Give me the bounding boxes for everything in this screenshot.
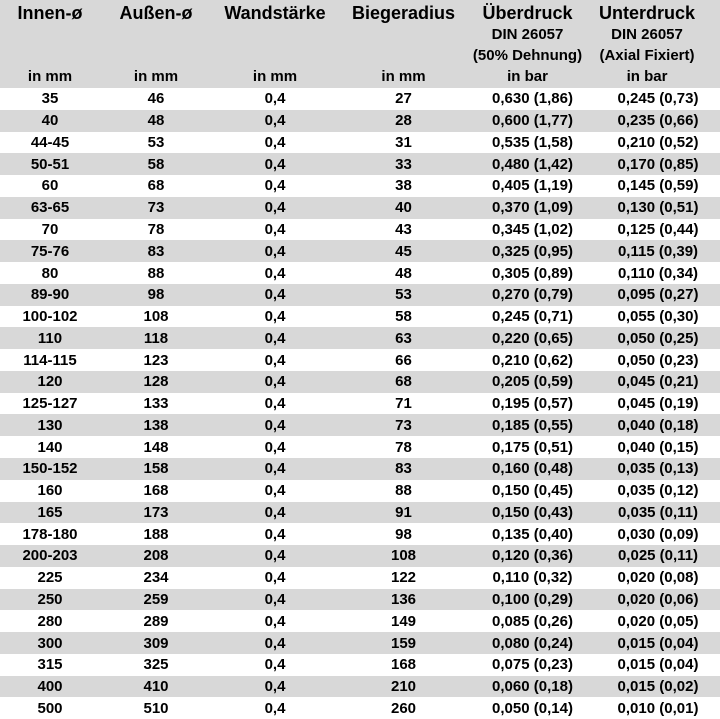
cell: 60: [41, 177, 59, 195]
column-subline: [212, 24, 338, 45]
cell: 66: [395, 351, 412, 369]
cell: 45: [395, 242, 412, 260]
table-row: [0, 240, 720, 262]
table-row: [0, 589, 720, 611]
cell: 0,035 (0,12): [617, 482, 699, 500]
cell: 35: [41, 90, 59, 108]
column-unit: in mm: [27, 68, 73, 85]
cell: 100-102: [22, 308, 78, 326]
cell: 289: [143, 612, 169, 630]
cell: 0,030 (0,09): [617, 525, 699, 543]
cell: 168: [143, 482, 169, 500]
cell: 83: [395, 460, 412, 478]
cell: 75-76: [30, 242, 70, 260]
cell: 150-152: [22, 460, 78, 478]
table-row: [0, 153, 720, 175]
table-row: [0, 458, 720, 480]
cell: 0,175 (0,51): [492, 438, 573, 456]
cell: 89-90: [30, 286, 70, 304]
cell: 0,4: [264, 264, 286, 282]
header-col-ueberdruck: [464, 3, 591, 88]
column-unit: in mm: [381, 68, 426, 85]
cell: 0,4: [264, 395, 286, 413]
cell: 0,185 (0,55): [492, 416, 573, 434]
table-row: [0, 219, 720, 241]
column-title: Überdruck: [482, 3, 573, 23]
cell: 0,115 (0,39): [617, 242, 699, 260]
column-subline: (50% Dehnung): [472, 47, 583, 64]
column-title: Außen-ø: [119, 3, 193, 23]
cell: 400: [37, 678, 63, 696]
cell: 68: [147, 177, 165, 195]
cell: 0,4: [264, 286, 286, 304]
table-row: [0, 502, 720, 524]
cell: 0,210 (0,62): [492, 351, 573, 369]
cell: 43: [395, 220, 412, 238]
cell: 110: [37, 329, 63, 347]
table-row: [0, 88, 720, 110]
cell: 0,195 (0,57): [492, 395, 573, 413]
cell: 140: [37, 438, 63, 456]
cell: 160: [37, 482, 63, 500]
cell: 0,4: [264, 220, 286, 238]
table-row: [0, 284, 720, 306]
cell: 149: [390, 612, 417, 630]
cell: 44-45: [30, 133, 70, 151]
cell: 0,205 (0,59): [492, 373, 573, 391]
cell: 0,4: [264, 699, 286, 717]
cell: 178-180: [22, 525, 78, 543]
cell: 0,325 (0,95): [492, 242, 573, 260]
cell: 33: [395, 155, 412, 173]
cell: 410: [143, 678, 169, 696]
cell: 158: [143, 460, 169, 478]
cell: 50-51: [30, 155, 70, 173]
table-row: [0, 132, 720, 154]
table-row: [0, 262, 720, 284]
cell: 0,025 (0,11): [617, 547, 699, 565]
cell: 53: [147, 133, 165, 151]
cell: 0,4: [264, 155, 286, 173]
table-row: [0, 393, 720, 415]
cell: 136: [390, 590, 417, 608]
table-row: [0, 676, 720, 698]
cell: 0,4: [264, 590, 286, 608]
cell: 28: [395, 112, 412, 130]
table-row: [0, 197, 720, 219]
cell: 108: [390, 547, 417, 565]
cell: 0,095 (0,27): [617, 286, 699, 304]
column-title: Unterdruck: [598, 3, 696, 23]
cell: 168: [390, 656, 417, 674]
cell: 108: [143, 308, 169, 326]
cell: 0,020 (0,05): [617, 612, 699, 630]
cell: 40: [41, 112, 59, 130]
cell: 68: [395, 373, 412, 391]
table-row: [0, 697, 720, 719]
cell: 0,050 (0,25): [617, 329, 699, 347]
cell: 58: [147, 155, 165, 173]
cell: 0,160 (0,48): [492, 460, 573, 478]
table-row: [0, 175, 720, 197]
cell: 0,015 (0,04): [617, 656, 699, 674]
table-header: [0, 0, 720, 88]
cell: 0,110 (0,32): [492, 569, 573, 587]
column-title: Innen-ø: [17, 3, 83, 23]
cell: 0,480 (1,42): [492, 155, 573, 173]
cell: 188: [143, 525, 169, 543]
cell: 0,035 (0,11): [617, 503, 699, 521]
table-row: [0, 414, 720, 436]
cell: 114-115: [23, 351, 77, 369]
cell: 0,370 (1,09): [492, 199, 573, 217]
cell: 225: [37, 569, 63, 587]
cell: 0,4: [264, 242, 286, 260]
cell: 325: [143, 656, 169, 674]
cell: 0,015 (0,02): [617, 678, 699, 696]
table-row: [0, 610, 720, 632]
table-row: [0, 110, 720, 132]
table-row: [0, 567, 720, 589]
table-row: [0, 371, 720, 393]
cell: 0,4: [264, 329, 286, 347]
table-row: [0, 306, 720, 328]
cell: 0,4: [264, 656, 286, 674]
cell: 0,305 (0,89): [492, 264, 573, 282]
column-unit: in mm: [133, 68, 179, 85]
cell: 0,050 (0,14): [492, 699, 573, 717]
cell: 0,4: [264, 482, 286, 500]
cell: 0,125 (0,44): [617, 220, 699, 238]
cell: 63-65: [30, 199, 70, 217]
cell: 173: [143, 503, 169, 521]
cell: 63: [395, 329, 412, 347]
cell: 48: [147, 112, 165, 130]
cell: 0,535 (1,58): [492, 133, 573, 151]
cell: 80: [41, 264, 59, 282]
cell: 280: [37, 612, 63, 630]
cell: 0,4: [264, 308, 286, 326]
cell: 0,4: [264, 612, 286, 630]
cell: 0,050 (0,23): [617, 351, 699, 369]
cell: 88: [147, 264, 165, 282]
cell: 0,045 (0,21): [617, 373, 699, 391]
cell: 0,4: [264, 199, 286, 217]
column-subline: [100, 45, 212, 66]
cell: 130: [37, 416, 63, 434]
cell: 300: [37, 634, 63, 652]
cell: 0,055 (0,30): [617, 308, 699, 326]
cell: 0,4: [264, 133, 286, 151]
column-subline: [0, 24, 100, 45]
cell: 0,4: [264, 678, 286, 696]
cell: 123: [143, 351, 169, 369]
table-row: [0, 523, 720, 545]
cell: 0,100 (0,29): [492, 590, 573, 608]
cell: 0,270 (0,79): [492, 286, 573, 304]
cell: 0,150 (0,45): [492, 482, 573, 500]
cell: 46: [147, 90, 165, 108]
cell: 0,080 (0,24): [492, 634, 573, 652]
column-subline: DIN 26057: [611, 26, 683, 43]
cell: 0,120 (0,36): [492, 547, 573, 565]
cell: 0,4: [264, 177, 286, 195]
cell: 78: [395, 438, 412, 456]
cell: 148: [143, 438, 169, 456]
cell: 118: [143, 329, 169, 347]
cell: 27: [395, 90, 412, 108]
cell: 309: [143, 634, 169, 652]
cell: 98: [395, 525, 412, 543]
table-row: [0, 327, 720, 349]
cell: 0,150 (0,43): [492, 503, 573, 521]
cell: 128: [143, 373, 169, 391]
cell: 0,040 (0,15): [617, 438, 699, 456]
cell: 510: [143, 699, 169, 717]
cell: 159: [390, 634, 417, 652]
cell: 315: [37, 656, 63, 674]
cell: 0,210 (0,52): [617, 133, 699, 151]
cell: 234: [143, 569, 169, 587]
cell: 40: [395, 199, 412, 217]
cell: 0,4: [264, 634, 286, 652]
header-col-aussen-diameter: [100, 3, 212, 88]
header-col-innen-diameter: [0, 3, 100, 88]
cell: 0,060 (0,18): [492, 678, 573, 696]
cell: 0,085 (0,26): [492, 612, 573, 630]
cell: 0,4: [264, 569, 286, 587]
cell: 98: [147, 286, 165, 304]
cell: 200-203: [22, 547, 78, 565]
cell: 0,235 (0,66): [617, 112, 699, 130]
cell: 0,4: [264, 351, 286, 369]
cell: 0,220 (0,65): [492, 329, 573, 347]
cell: 250: [37, 590, 63, 608]
cell: 0,600 (1,77): [492, 112, 573, 130]
cell: 0,145 (0,59): [617, 177, 699, 195]
header-col-wandstaerke: [212, 3, 338, 88]
table-row: [0, 632, 720, 654]
column-subline: [338, 24, 469, 45]
cell: 38: [395, 177, 412, 195]
cell: 58: [395, 308, 412, 326]
column-title: Biegeradius: [351, 3, 456, 23]
column-subline: (Axial Fixiert): [599, 47, 695, 64]
column-subline: [338, 45, 469, 66]
cell: 122: [390, 569, 417, 587]
cell: 120: [37, 373, 63, 391]
cell: 0,040 (0,18): [617, 416, 699, 434]
cell: 165: [37, 503, 63, 521]
cell: 73: [395, 416, 412, 434]
cell: 0,4: [264, 373, 286, 391]
cell: 0,245 (0,73): [617, 90, 699, 108]
column-unit: in mm: [252, 68, 298, 85]
cell: 0,015 (0,04): [617, 634, 699, 652]
cell: 0,110 (0,34): [617, 264, 699, 282]
cell: 71: [395, 395, 412, 413]
cell: 0,020 (0,06): [617, 590, 699, 608]
cell: 83: [147, 242, 165, 260]
cell: 91: [395, 503, 412, 521]
cell: 259: [143, 590, 169, 608]
cell: 0,035 (0,13): [617, 460, 699, 478]
cell: 125-127: [22, 395, 78, 413]
cell: 70: [41, 220, 59, 238]
cell: 0,4: [264, 90, 286, 108]
column-title: Wandstärke: [224, 3, 326, 23]
cell: 0,4: [264, 503, 286, 521]
column-subline: [100, 24, 212, 45]
column-subline: DIN 26057: [491, 26, 564, 43]
cell: 260: [390, 699, 417, 717]
cell: 0,010 (0,01): [617, 699, 699, 717]
table-row: [0, 545, 720, 567]
header-col-unterdruck: [585, 3, 709, 88]
cell: 0,245 (0,71): [492, 308, 573, 326]
table-row: [0, 436, 720, 458]
cell: 0,4: [264, 416, 286, 434]
cell: 138: [143, 416, 169, 434]
cell: 208: [143, 547, 169, 565]
cell: 0,4: [264, 438, 286, 456]
cell: 0,4: [264, 112, 286, 130]
cell: 88: [395, 482, 412, 500]
cell: 0,405 (1,19): [492, 177, 573, 195]
cell: 0,075 (0,23): [492, 656, 573, 674]
table-row: [0, 654, 720, 676]
cell: 0,345 (1,02): [492, 220, 573, 238]
table-row: [0, 349, 720, 371]
column-unit: in bar: [626, 68, 668, 85]
cell: 0,135 (0,40): [492, 525, 573, 543]
cell: 73: [147, 199, 165, 217]
cell: 210: [390, 678, 417, 696]
cell: 0,045 (0,19): [617, 395, 699, 413]
cell: 31: [395, 133, 412, 151]
header-col-biegeradius: [338, 3, 469, 88]
cell: 78: [147, 220, 165, 238]
table-row: [0, 480, 720, 502]
cell: 500: [37, 699, 63, 717]
column-unit: in bar: [507, 68, 548, 85]
column-subline: [212, 45, 338, 66]
cell: 0,130 (0,51): [617, 199, 699, 217]
cell: 48: [395, 264, 412, 282]
cell: 133: [143, 395, 169, 413]
cell: 0,020 (0,08): [617, 569, 699, 587]
cell: 0,170 (0,85): [617, 155, 699, 173]
cell: 0,4: [264, 525, 286, 543]
cell: 53: [395, 286, 412, 304]
cell: 0,4: [264, 460, 286, 478]
cell: 0,630 (1,86): [492, 90, 573, 108]
table-body: [0, 88, 720, 719]
column-subline: [0, 45, 100, 66]
cell: 0,4: [264, 547, 286, 565]
